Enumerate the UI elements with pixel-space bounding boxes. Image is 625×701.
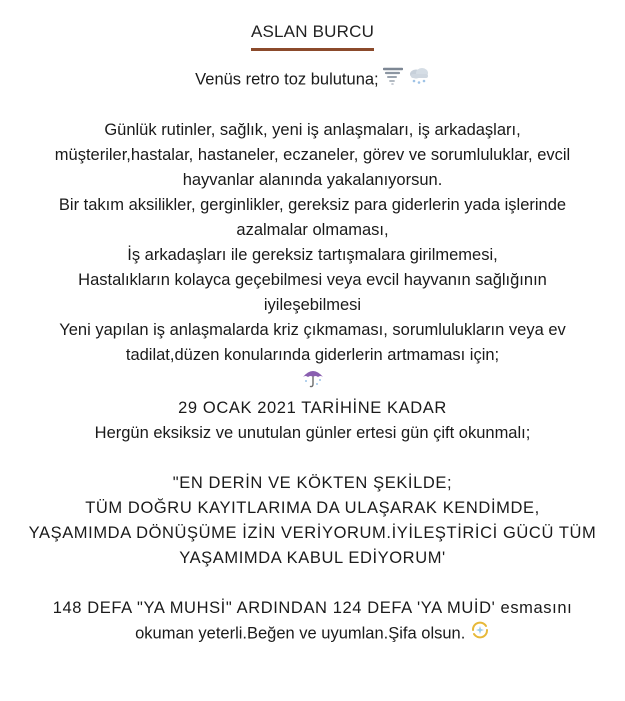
closing-line: 148 DEFA "YA MUHSİ" ARDINDAN 124 DEFA 'YA MUİD' esmasını [52,599,573,617]
umbrella-line [0,368,625,396]
paragraph-line: Bir takım aksilikler, gerginlikler, gereksiz para giderlerin yada işlerinde [58,196,567,214]
date-line: 29 OCAK 2021 TARİHİNE KADAR [178,399,447,417]
spacer [0,446,625,471]
paragraph-line: müşteriler,hastalar, hastaneler, eczaneler, görev ve sorumluluklar, evcil [54,146,571,164]
title-block [251,22,374,51]
intro-line [0,67,625,93]
paragraph-main [0,118,625,368]
paragraph-line: Yeni yapılan iş anlaşmalarda kriz çıkmaması, sorumlulukların veya ev [59,321,566,339]
umbrella-icon [302,368,324,396]
spacer [0,93,625,118]
paragraph-line: tadilat,düzen konularında giderlerin artmaması için; [125,346,500,364]
instruction-line: Hergün eksiksiz ve unutulan günler ertesi gün çift okunmalı; [94,424,531,442]
intro-text: Venüs retro toz bulutuna; [195,70,379,89]
affirmation-block [0,471,625,571]
cloud-snow-icon [408,67,430,93]
affirmation-line: TÜM DOĞRU KAYITLARIMA DA ULAŞARAK KENDİMDE, [85,499,540,517]
affirmation-line: YAŞAMIMDA DÖNÜŞÜME İZİN VERİYORUM.İYİLEŞTİRİCİ GÜCÜ TÜM [28,524,597,542]
paragraph-line: iyileşebilmesi [263,296,362,314]
paragraph-line: Hastalıkların kolayca geçebilmesi veya evcil hayvanın sağlığının [78,271,547,289]
closing-block [0,596,625,647]
paragraph-line: azalmalar olmaması, [236,221,389,239]
page-title: ASLAN BURCU [250,22,375,41]
affirmation-line: "EN DERİN VE KÖKTEN ŞEKİLDE; [172,474,453,492]
closing-line-final [0,621,625,647]
closing-text: okuman yeterli.Beğen ve uyumlan.Şifa olsun. [135,624,466,643]
tornado-icon [383,67,403,93]
paragraph-line: Günlük rutinler, sağlık, yeni iş anlaşmaları, iş arkadaşları, [104,121,521,139]
paragraph-line: İş arkadaşları ile gereksiz tartışmalara girilmemesi, [127,246,498,264]
sparkle-cycle-icon [470,621,490,647]
paragraph-line: hayvanlar alanında yakalanıyorsun. [182,171,443,189]
spacer [0,571,625,596]
affirmation-line: YAŞAMIMDA KABUL EDİYORUM' [179,549,446,567]
